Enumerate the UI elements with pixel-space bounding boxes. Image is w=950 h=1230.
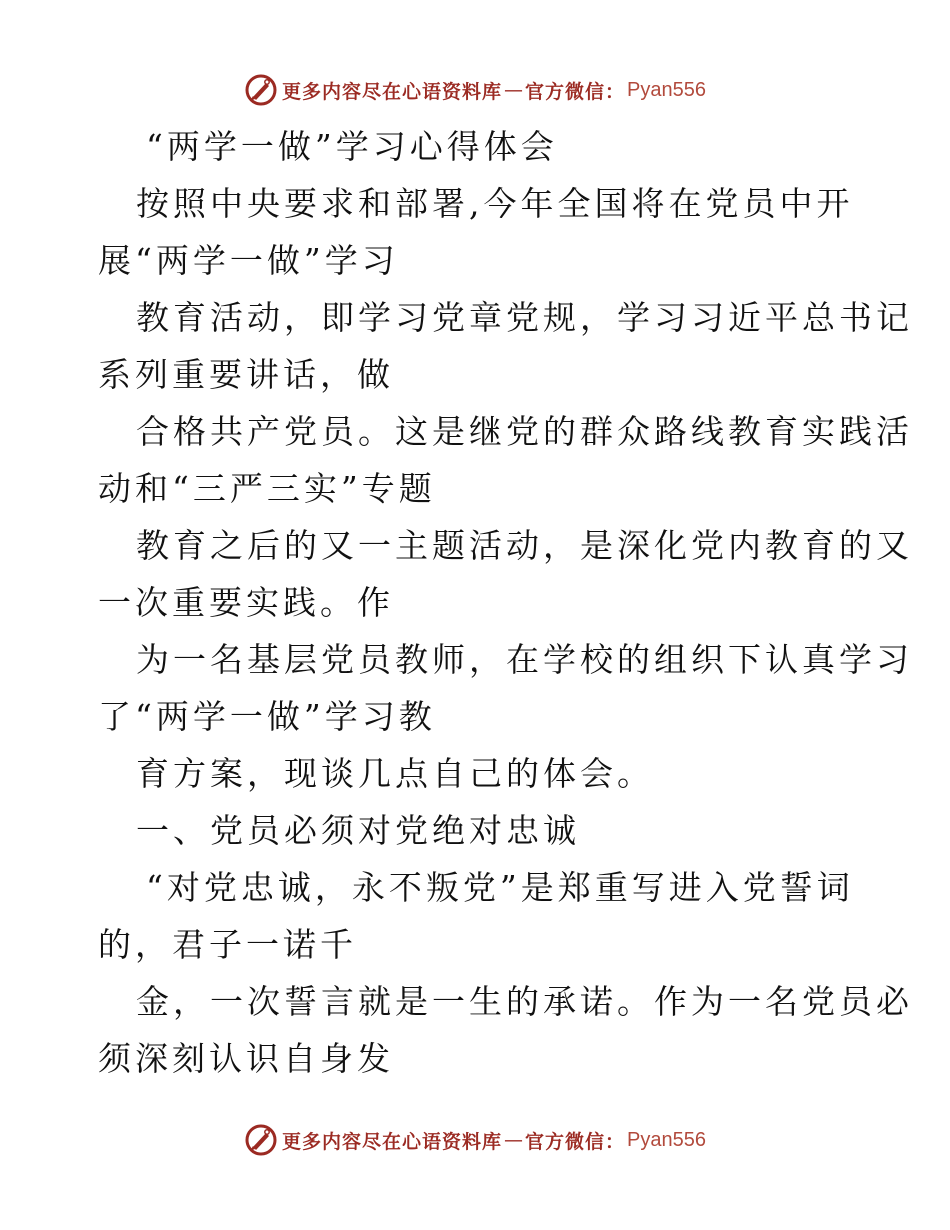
banner-brand-text: 更多内容尽在心语资料库	[282, 80, 503, 103]
header-watermark-banner	[0, 70, 950, 110]
document-line: 动和“三严三实”专题	[98, 469, 436, 508]
document-line: 为一名基层党员教师，在学校的组织下认真学习	[136, 640, 913, 679]
document-line: 育方案，现谈几点自己的体会。	[136, 754, 654, 793]
banner-dash: —	[504, 79, 524, 101]
document-line: “对党忠诚，永不叛党”是郑重写进入党誓词	[146, 868, 854, 907]
banner-wechat-label: 官方微信：	[525, 80, 626, 103]
document-body	[98, 118, 913, 1087]
document-line: 教育之后的又一主题活动，是深化党内教育的又	[136, 526, 913, 565]
document-line: 教育活动，即学习党章党规，学习习近平总书记	[136, 298, 913, 337]
banner-wechat-label: 官方微信：	[525, 1130, 626, 1153]
document-line: 合格共产党员。这是继党的群众路线教育实践活	[136, 412, 913, 451]
document-line: 展“两学一做”学习	[98, 241, 399, 280]
banner-dash: —	[504, 1129, 524, 1151]
document-line: 系列重要讲话，做	[98, 355, 394, 394]
banner-brand-text: 更多内容尽在心语资料库	[282, 1130, 503, 1153]
document-line: 的，君子一诺千	[98, 925, 357, 964]
pen-seal-logo-icon	[244, 73, 278, 107]
document-line: 须深刻认识自身发	[98, 1039, 394, 1078]
document-line: 了“两学一做”学习教	[98, 697, 436, 736]
banner-wechat-id: Pyan556	[627, 78, 706, 101]
pen-seal-logo-icon	[244, 1123, 278, 1157]
banner-wechat-id: Pyan556	[627, 1128, 706, 1151]
document-line: 金，一次誓言就是一生的承诺。作为一名党员必	[136, 982, 913, 1021]
document-line: “两学一做”学习心得体会	[146, 127, 558, 166]
footer-watermark-banner	[0, 1120, 950, 1160]
document-line: 一、党员必须对党绝对忠诚	[136, 811, 580, 850]
document-line: 按照中央要求和部署,今年全国将在党员中开	[136, 184, 854, 223]
document-line: 一次重要实践。作	[98, 583, 394, 622]
